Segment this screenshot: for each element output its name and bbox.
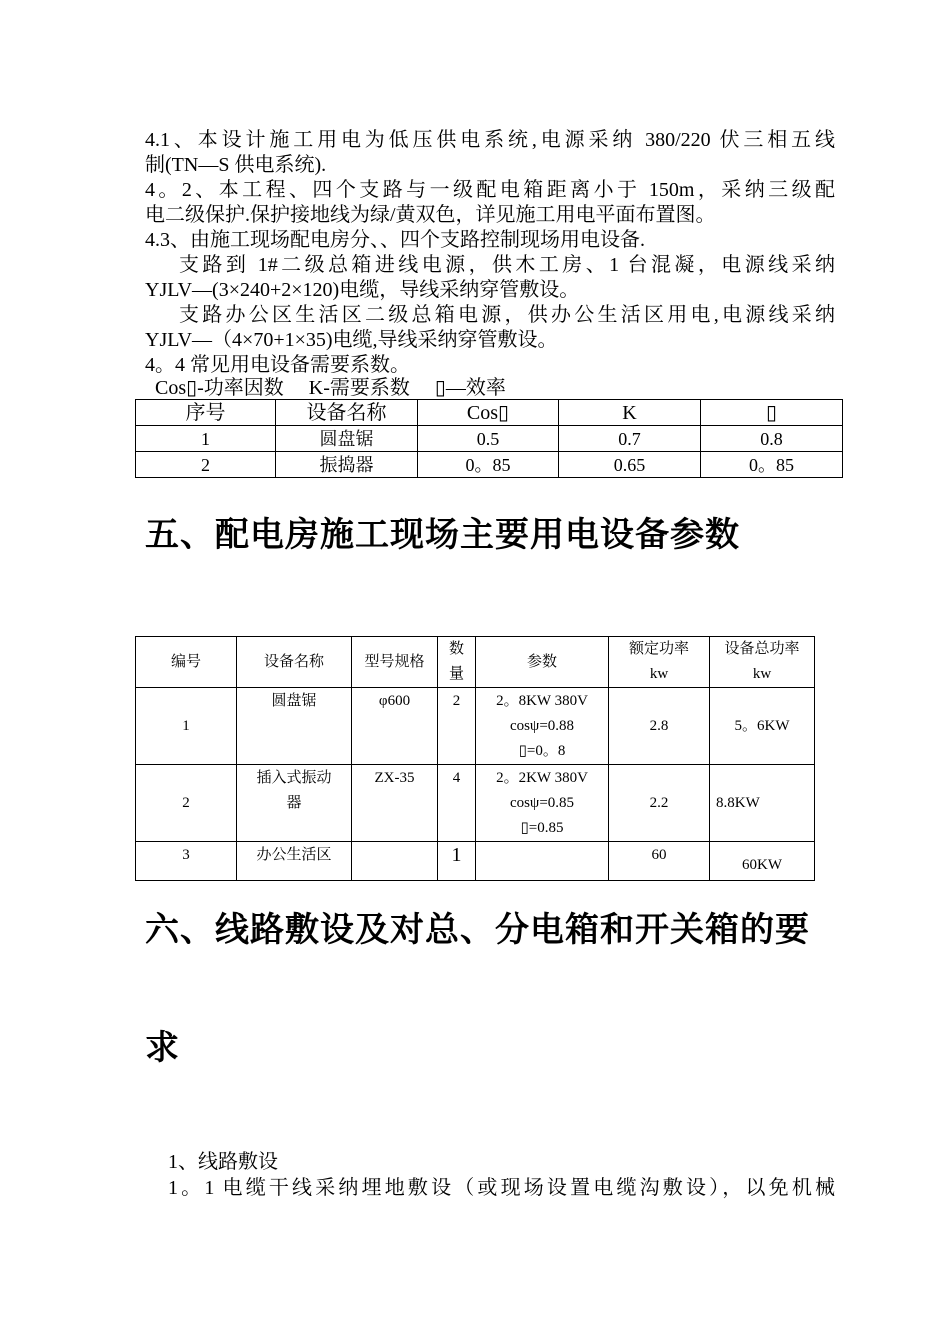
table-cell bbox=[476, 765, 609, 842]
param-line: cosψ=0.88 bbox=[509, 718, 575, 734]
para-4-3: 4.3、由施工现场配电房分、、四个支路控制现场用电设备. bbox=[145, 229, 645, 251]
table-row bbox=[136, 452, 843, 478]
section-6-heading-line1: 六、线路敷设及对总、分电箱和开关箱的要 bbox=[145, 910, 810, 950]
header-total-line2: kw bbox=[752, 666, 772, 682]
table-header-row bbox=[136, 400, 843, 426]
table-row bbox=[136, 688, 815, 765]
coefficient-table bbox=[135, 399, 843, 478]
header-cell bbox=[609, 637, 710, 688]
table-header-row bbox=[136, 637, 815, 688]
table-cell: 0.7 bbox=[559, 426, 701, 452]
table-cell: 0.65 bbox=[559, 452, 701, 478]
table-cell: 办公生活区 bbox=[237, 842, 352, 881]
header-cell: K bbox=[559, 400, 701, 426]
header-cell: 参数 bbox=[476, 637, 609, 688]
para-4-2-line1: 4。2、本工程、四个支路与一级配电箱距离小于 150m，采纳三级配 bbox=[145, 179, 835, 201]
header-qty-line1: 数 bbox=[448, 641, 464, 657]
table-cell: 60KW bbox=[710, 842, 815, 881]
table-cell: 2 bbox=[438, 688, 476, 765]
name-line: 插入式振动 bbox=[256, 770, 332, 786]
header-total-line1: 设备总功率 bbox=[724, 641, 800, 657]
table-cell: φ600 bbox=[352, 688, 438, 765]
section-6-heading-line2: 求 bbox=[145, 1028, 180, 1068]
table-cell: 8.8KW bbox=[710, 765, 815, 842]
table-cell: 0。85 bbox=[418, 452, 559, 478]
param-line: ▯=0。8 bbox=[518, 743, 566, 759]
table-row bbox=[136, 765, 815, 842]
header-cell bbox=[438, 637, 476, 688]
para-branch2-line2: YJLV—（4×70+1×35)电缆,导线采纳穿管敷设。 bbox=[145, 329, 558, 351]
table-cell bbox=[237, 765, 352, 842]
table-cell: 圆盘锯 bbox=[237, 688, 352, 765]
section-5-heading: 五、配电房施工现场主要用电设备参数 bbox=[145, 515, 740, 555]
header-rated-line1: 额定功率 bbox=[628, 641, 689, 657]
table-cell: 振捣器 bbox=[276, 452, 418, 478]
table-cell bbox=[476, 688, 609, 765]
table-cell: 2 bbox=[136, 452, 276, 478]
table-cell bbox=[476, 842, 609, 881]
table-cell: 1 bbox=[136, 688, 237, 765]
param-line: cosψ=0.85 bbox=[509, 795, 575, 811]
table-cell: 0.5 bbox=[418, 426, 559, 452]
table-cell: 3 bbox=[136, 842, 237, 881]
table-cell: 2.2 bbox=[609, 765, 710, 842]
table-cell: 2 bbox=[136, 765, 237, 842]
table-cell: 5。6KW bbox=[710, 688, 815, 765]
table-cell: 1 bbox=[136, 426, 276, 452]
equipment-table bbox=[135, 636, 815, 881]
table-cell: ZX-35 bbox=[352, 765, 438, 842]
table-cell: 60 bbox=[609, 842, 710, 881]
item-1-1: 1。1 电缆干线采纳埋地敷设（或现场设置电缆沟敷设），以免机械 bbox=[168, 1177, 835, 1199]
item-line-laying: 1、线路敷设 bbox=[168, 1151, 278, 1173]
table-cell: 圆盘锯 bbox=[276, 426, 418, 452]
table-cell: 1 bbox=[438, 842, 476, 881]
table-row bbox=[136, 426, 843, 452]
header-rated-line2: kw bbox=[649, 666, 669, 682]
name-line: 器 bbox=[286, 795, 302, 811]
header-cell: 序号 bbox=[136, 400, 276, 426]
coefficient-legend: Cos▯-功率因数 K-需要系数 ▯—效率 bbox=[155, 377, 506, 399]
para-4-1-line1: 4.1、本设计施工用电为低压供电系统,电源采纳 380/220 伏三相五线 bbox=[145, 129, 835, 151]
table-cell bbox=[352, 842, 438, 881]
table-cell: 2.8 bbox=[609, 688, 710, 765]
header-cell: 设备名称 bbox=[276, 400, 418, 426]
param-line: ▯=0.85 bbox=[520, 820, 564, 836]
para-branch1-line2: YJLV—(3×240+2×120)电缆，导线采纳穿管敷设。 bbox=[145, 279, 580, 301]
para-branch1-line1: 支路到 1#二级总箱进线电源，供木工房、1 台混凝，电源线采纳 bbox=[179, 254, 835, 276]
para-4-1-line2: 制(TN—S 供电系统). bbox=[145, 154, 327, 176]
header-cell: 型号规格 bbox=[352, 637, 438, 688]
param-line: 2。2KW 380V bbox=[496, 770, 588, 786]
para-branch2-line1: 支路办公区生活区二级总箱电源，供办公生活区用电,电源线采纳 bbox=[179, 304, 835, 326]
table-row bbox=[136, 842, 815, 881]
header-cell: Cos▯ bbox=[418, 400, 559, 426]
header-cell: 编号 bbox=[136, 637, 237, 688]
param-line: 2。8KW 380V bbox=[496, 693, 588, 709]
table-cell: 4 bbox=[438, 765, 476, 842]
table-cell: 0.8 bbox=[701, 426, 843, 452]
para-4-2-line2: 电二级保护.保护接地线为绿/黄双色，详见施工用电平面布置图。 bbox=[145, 204, 716, 226]
header-cell: ▯ bbox=[701, 400, 843, 426]
para-4-4: 4。4 常见用电设备需要系数。 bbox=[145, 354, 410, 376]
table-cell: 0。85 bbox=[701, 452, 843, 478]
header-qty-line2: 量 bbox=[448, 666, 464, 682]
header-cell: 设备名称 bbox=[237, 637, 352, 688]
header-cell bbox=[710, 637, 815, 688]
